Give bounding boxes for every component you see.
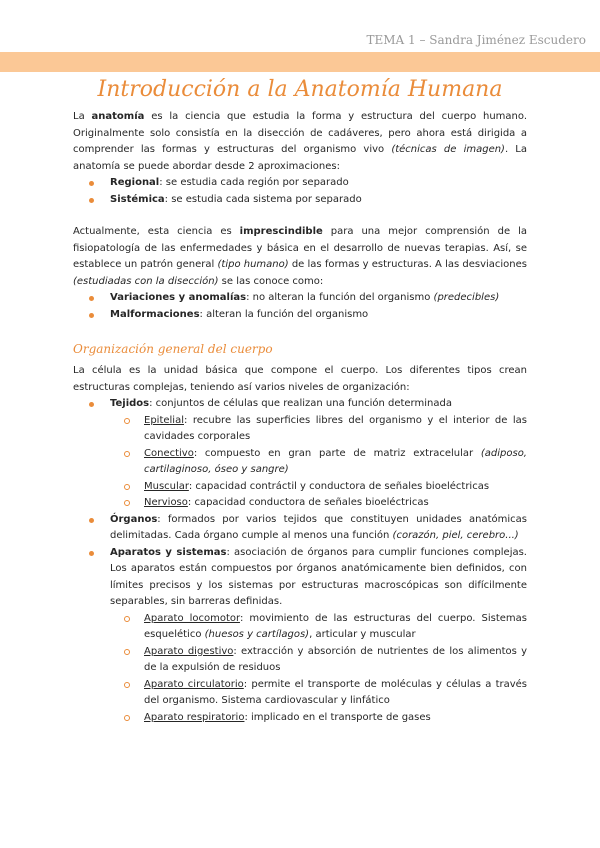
- page-title: Introducción a la Anatomía Humana: [97, 77, 503, 102]
- list-item: Aparato digestivo: extracción y absorción de nutrientes de los alimentos y de la expulsión de residuos: [144, 644, 527, 677]
- section-heading: Organización general del cuerpo: [73, 342, 273, 356]
- intro-paragraph: La anatomía es la ciencia que estudia la forma y estructura del cuerpo humano. Originalmente solo consistía en la disección de cadáveres, pero ahora está dirigida a comprender las formas y estructuras del organismo vivo (técnicas de imagen). La anatomía se puede abordar desde 2 aproximaciones:: [73, 111, 528, 172]
- header-bar: [0, 52, 600, 72]
- list-item-aparatos: Aparatos y sistemas: asociación de órganos para cumplir funciones complejas. Los aparatos están compuestos por órganos anatómicamente bien definidos, con límites precisos y los sistemas por estructuras macroscópicas son difícilmente separables, sin barreras definidas. Aparato locomotor: movimiento de las estructuras del cuerpo. Sistemas esquelético (huesos y cartílagos), articular y muscular Aparato digestivo: extracción y absorción de nutrientes de los alimentos y de la expulsión de residuos Aparato circulatorio: permite el transporte de moléculas y células a través del organismo. Sistema cardiovascular y linfático Aparato respiratorio: implicado en el transporte de gases: [110, 545, 527, 727]
- list-item: Aparato locomotor: movimiento de las estructuras del cuerpo. Sistemas esquelético (huesos y cartílagos), articular y muscular: [144, 611, 527, 644]
- document-header: TEMA 1 – Sandra Jiménez Escudero: [366, 33, 586, 47]
- deviations-list: [73, 290, 527, 323]
- list-item-organos: Órganos: formados por varios tejidos que constituyen unidades anatómicas delimitadas. Cada órgano cumple al menos una función (corazón, piel, cerebro...): [110, 512, 527, 545]
- organization-list: [73, 396, 527, 726]
- list-item: Aparato circulatorio: permite el transporte de moléculas y células a través del organismo. Sistema cardiovascular y linfático: [144, 677, 527, 710]
- list-item: Malformaciones: alteran la función del organismo: [110, 307, 527, 324]
- list-item: Sistémica: se estudia cada sistema por separado: [110, 192, 527, 209]
- list-item: Aparato respiratorio: implicado en el transporte de gases: [144, 710, 527, 727]
- list-item: Conectivo: compuesto en gran parte de matriz extracelular (adiposo, cartilaginoso, óseo y sangre): [144, 446, 527, 479]
- context-paragraph: Actualmente, esta ciencia es imprescindible para una mejor comprensión de la fisiopatología de las enfermedades y básica en el desarrollo de nuevas terapias. Así, se establece un patrón general (tipo humano) de las formas y estructuras. A las desviaciones (estudiadas con la disección) se las conoce como:: [73, 226, 527, 287]
- list-item: Variaciones y anomalías: no alteran la función del organismo (predecibles): [110, 290, 527, 307]
- systems-list: [110, 611, 527, 727]
- list-item: Regional: se estudia cada región por separado: [110, 175, 527, 192]
- tissue-types-list: [110, 413, 527, 512]
- list-item-tejidos: Tejidos: conjuntos de células que realizan una función determinada Epitelial: recubre las superficies libres del organismo y el interior de las cavidades corporales Conectivo: compuesto en gran parte de matriz extracelular (adiposo, cartilaginoso, óseo y sangre) Muscular: capacidad contráctil y conductora de señales bioeléctricas Nervioso: capacidad conductora de señales bioeléctricas: [110, 396, 527, 512]
- list-item: Nervioso: capacidad conductora de señales bioeléctricas: [144, 495, 527, 512]
- list-item: Epitelial: recubre las superficies libres del organismo y el interior de las cavidades corporales: [144, 413, 527, 446]
- approaches-list: [73, 175, 527, 208]
- document-body: [73, 109, 527, 726]
- section-paragraph: La célula es la unidad básica que compone el cuerpo. Los diferentes tipos crean estructuras complejas, teniendo así varios niveles de organización:: [73, 365, 527, 393]
- list-item: Muscular: capacidad contráctil y conductora de señales bioeléctricas: [144, 479, 527, 496]
